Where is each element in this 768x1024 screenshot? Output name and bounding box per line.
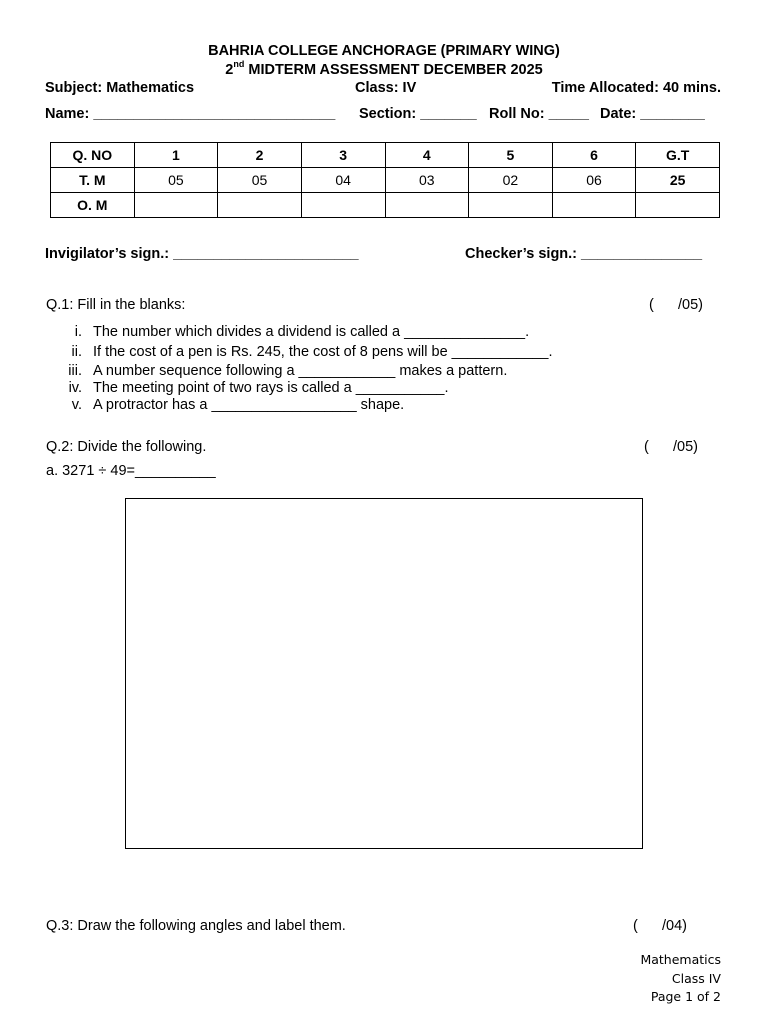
invigilator-sign-field[interactable]: Invigilator’s sign.: _______________________ [45,246,359,262]
row-header-tm: T. M [51,168,135,193]
om-cell-grand-total[interactable] [636,193,720,218]
q2-title: Q.2: Divide the following. [46,439,207,455]
obtained-marks-row [51,193,720,218]
tm-cell: 04 [301,168,385,193]
subject-label: Subject: Mathematics [45,80,195,96]
date-field[interactable]: Date: ________ [600,106,705,122]
exam-title [0,59,768,78]
qno-cell: 6 [552,143,636,168]
tm-cell: 03 [385,168,469,193]
om-cell[interactable] [469,193,553,218]
q3-title: Q.3: Draw the following angles and label them. [46,918,346,934]
tm-cell: 06 [552,168,636,193]
tm-cell: 02 [469,168,553,193]
om-cell[interactable] [218,193,302,218]
q1-title: Q.1: Fill in the blanks: [46,297,186,313]
q1-item-number: iii. [68,363,82,379]
q1-item-number: v. [71,397,82,413]
om-cell[interactable] [134,193,218,218]
exam-number-suffix: nd [233,59,245,70]
qno-cell: 2 [218,143,302,168]
working-box[interactable] [125,498,643,849]
q1-item-number: i. [74,324,82,340]
q1-item [56,324,529,340]
tm-cell: 05 [218,168,302,193]
q1-item-text: The number which divides a dividend is called a _______________. [93,324,530,340]
q2-marks: ( /05) [644,439,698,455]
q2-part-a: a. 3271 ÷ 49=__________ [46,463,216,479]
tm-cell: 05 [134,168,218,193]
row-header-qno: Q. NO [51,143,135,168]
total-marks-row [51,168,720,193]
qno-cell: 5 [469,143,553,168]
name-field[interactable]: Name: ______________________________ [45,106,336,122]
class-label: Class: IV [355,80,417,96]
om-cell[interactable] [385,193,469,218]
om-cell[interactable] [552,193,636,218]
school-title: BAHRIA COLLEGE ANCHORAGE (PRIMARY WING) [208,43,560,59]
qno-cell: 4 [385,143,469,168]
section-field[interactable]: Section: _______ [359,106,477,122]
q1-item-text: A protractor has a __________________ shape. [93,397,405,413]
q3-marks: ( /04) [633,918,687,934]
qno-cell: 1 [134,143,218,168]
checker-sign-field[interactable]: Checker’s sign.: _______________ [465,246,703,262]
time-allocated-label: Time Allocated: 40 mins. [551,80,721,96]
row-header-om: O. M [51,193,135,218]
q1-item [56,380,448,396]
marks-table [50,142,720,218]
footer-page-number: Page 1 of 2 [650,989,721,1004]
q1-item [56,344,552,360]
footer-class: Class IV [671,971,721,986]
roll-no-field[interactable]: Roll No: _____ [489,106,589,122]
exam-title-text: MIDTERM ASSESSMENT DECEMBER 2025 [244,62,543,78]
q1-item [56,397,404,413]
om-cell[interactable] [301,193,385,218]
q1-item-number: iv. [68,380,82,396]
qno-cell-grand-total: G.T [636,143,720,168]
q1-item-text: If the cost of a pen is Rs. 245, the cost of 8 pens will be ____________. [93,344,553,360]
exam-number: 2 [225,62,234,78]
q1-item-text: A number sequence following a ____________ makes a pattern. [93,363,508,379]
tm-cell-grand-total: 25 [636,168,720,193]
q1-item-text: The meeting point of two rays is called a ___________. [93,380,449,396]
q1-item-number: ii. [71,344,82,360]
q1-item [56,363,507,379]
qno-cell: 3 [301,143,385,168]
q1-marks: ( /05) [649,297,703,313]
footer-subject: Mathematics [640,952,721,967]
question-number-row [51,143,720,168]
